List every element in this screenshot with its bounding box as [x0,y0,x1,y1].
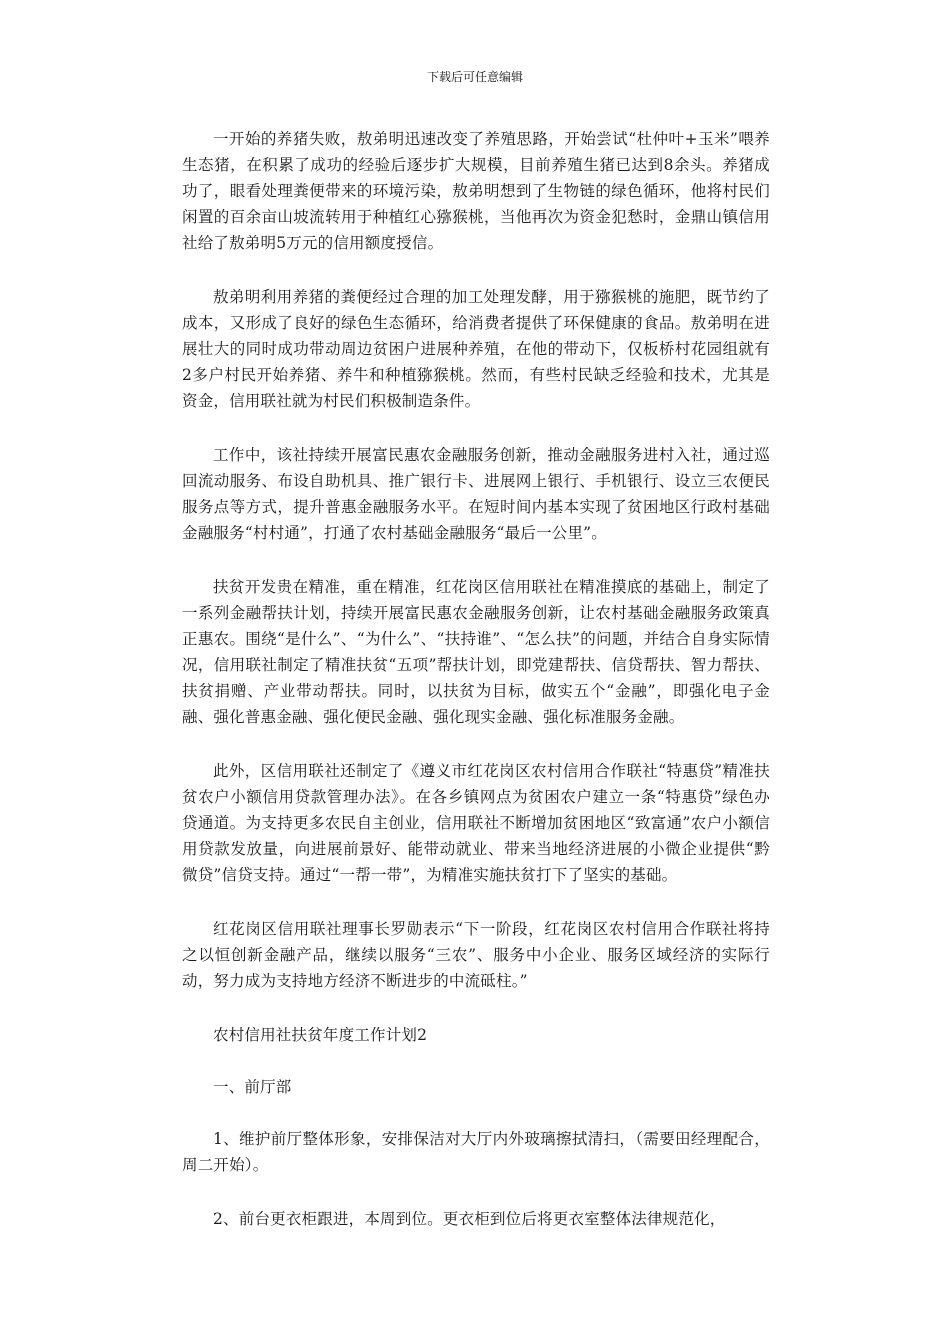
list-item-1: 1、维护前厅整体形象，安排保洁对大厅内外玻璃擦拭清扫，（需要田经理配合，周二开始）。 [182,1130,770,1174]
page-header: 下载后可任意编辑 [426,70,523,84]
paragraph-chairman-statement: 红花岗区信用联社理事长罗勋表示“下一阶段，红花岗区农村信用合作联社将持之以恒创新金融产品，继续以服务“三农”、服务中小企业、服务区域经济的实际行动，努力成为支持地方经济不断进步的中流砥柱。” [182,920,770,990]
section-heading-front-office: 一、前厅部 [213,1078,292,1096]
paragraph-pig-farming: 一开始的养猪失败，敖弟明迅速改变了养殖思路，开始尝试“杜仲叶+玉米”喂养生态猪，在积累了成功的经验后逐步扩大规模，目前养殖生猪已达到8余头。养猪成功了，眼看处理粪便带来的环境污染，敖弟明想到了生物链的绿色循环，他将村民们闲置的百余亩山坡流转用于种植红心猕猴桃，当他再次为资金犯愁时，金鼎山镇信用社给了敖弟明5万元的信用额度授信。 [182,130,770,252]
paragraph-precision-poverty: 扶贫开发贵在精准，重在精准，红花岗区信用联社在精准摸底的基础上，制定了一系列金融帮扶计划，持续开展富民惠农金融服务创新，让农村基础金融服务政策真正惠农。围绕“是什么”、“为什么”、“扶持谁”、“怎么扶”的问题，并结合自身实际情况，信用联社制定了精准扶贫“五项”帮扶计划，即党建帮扶、信贷帮扶、智力帮扶、扶贫捐赠、产业带动帮扶。同时，以扶贫为目标，做实五个“金融”，即强化电子金融、强化普惠金融、强化便民金融、强化现实金融、强化标准服务金融。 [182,578,770,726]
section-title-plan-2: 农村信用社扶贫年度工作计划2 [213,1026,428,1044]
list-item-2: 2、前台更衣柜跟进，本周到位。更衣柜到位后将更衣室整体法律规范化， [213,1210,726,1228]
paragraph-eco-cycle: 敖弟明利用养猪的粪便经过合理的加工处理发酵，用于猕猴桃的施肥，既节约了成本，又形成了良好的绿色生态循环，给消费者提供了环保健康的食品。敖弟明在进展壮大的同时成功带动周边贫困户进展种养殖，在他的带动下，仅板桥村花园组就有2多户村民开始养猪、养牛和种植猕猴桃。然而，有些村民缺乏经验和技术，尤其是资金，信用联社就为村民们积极制造条件。 [182,288,770,410]
document-body [182,126,770,1260]
paragraph-financial-services: 工作中，该社持续开展富民惠农金融服务创新，推动金融服务进村入社，通过巡回流动服务、布设自助机具、推广银行卡、进展网上银行、手机银行、设立三农便民服务点等方式，提升普惠金融服务水平。在短时间内基本实现了贫困地区行政村基础金融服务“村村通”，打通了农村基础金融服务“最后一公里”。 [182,446,770,542]
paragraph-special-loan: 此外，区信用联社还制定了《遵义市红花岗区农村信用合作联社“特惠贷”精准扶贫农户小额信用贷款管理办法》。在各乡镇网点为贫困农户建立一条“特惠贷”绿色办贷通道。为支持更多农民自主创业，信用联社不断增加贫困地区“致富通”农户小额信用贷款发放量，向进展前景好、能带动就业、带来当地经济进展的小微企业提供“黔微贷”信贷支持。通过“一帮一带”，为精准实施扶贫打下了坚实的基础。 [182,762,770,884]
